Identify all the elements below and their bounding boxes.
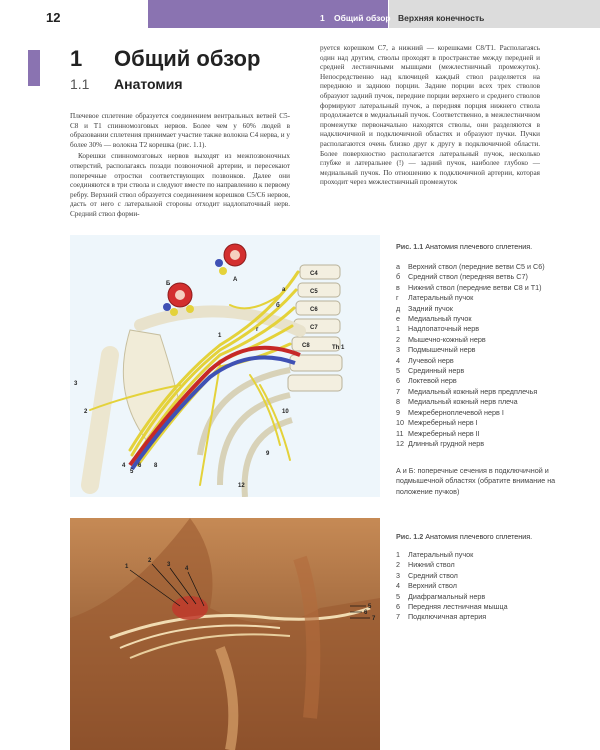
legend-item [396, 376, 592, 386]
legend-item [396, 550, 592, 560]
label-trunk-b: б [276, 303, 280, 309]
photo-label-6: 6 [364, 610, 368, 616]
legend-item [396, 612, 592, 622]
legend-key: 6 [396, 602, 400, 612]
legend-item [396, 408, 592, 418]
paragraph: руется корешком C7, а нижний — корешками C8/T1. Располагаясь один над другим, стволы проходят в пространстве между передней и средней лестничными мышцами (межлестничный промежуток). Непосредственно над ключицей каждый ствол разделяется на переднюю и заднюю порции. Задние порции всех трех стволов образуют задний пучок, передние порции верхнего и среднего стволов формируют латеральный пучок, а передняя порция нижнего ствола продолжается в медиальный пучок. Соответственно, в межлестничном промежутке первоначально находятся стволы, они разделяются в надключичной и подключичной областях и образуют пучки. Пучки располагаются очень близко друг к другу в подключичной области. Более поверхностно располагается латеральный пучок, несколько глубже и латеральнее (!) — задний пучок, наиболее глубоко — медиальный пучок. По отношению к подключичной артерии, которая проходит через межлестничный промежуток [320, 44, 540, 187]
label-a: А [233, 277, 238, 283]
legend-text: Подключичная артерия [408, 612, 487, 622]
photo-label-1: 1 [125, 564, 129, 570]
legend-item [396, 324, 592, 334]
label-3: 3 [74, 381, 78, 387]
photo-label-5: 5 [368, 604, 372, 610]
legend-text: Верхний ствол (передние ветви C5 и C6) [408, 262, 545, 271]
legend-key: д [396, 303, 401, 313]
legend-item [396, 345, 592, 355]
cadaver-dissection-photo [70, 518, 380, 750]
legend-text: Межреберный нерв I [408, 418, 478, 428]
legend-item [396, 366, 592, 376]
page-number: 12 [46, 10, 61, 25]
figure-1-1-note: А и Б: поперечные сечения в подключичной и подмышечной областях (обратите внимание на положение пучков) [396, 466, 556, 496]
label-c4: C4 [310, 271, 318, 277]
section-number: 1.1 [70, 76, 90, 92]
legend-key: б [396, 272, 401, 282]
label-c5: C5 [310, 289, 318, 295]
legend-item [396, 560, 592, 570]
header-chapter-title: Общий обзор [334, 13, 391, 23]
rib-cage [200, 370, 292, 497]
label-8: 8 [154, 463, 158, 469]
legend-item [396, 356, 592, 366]
legend-item [396, 272, 592, 282]
legend-text: Лучевой нерв [408, 355, 454, 365]
legend-key: г [396, 293, 399, 303]
legend-text: Длинный грудной нерв [408, 438, 485, 448]
label-5: 5 [130, 469, 134, 475]
label-cord-g: г [256, 327, 259, 333]
legend-text: Передняя лестничная мышца [408, 602, 508, 612]
legend-key: 1 [396, 324, 400, 334]
legend-text: Нижний ствол [408, 560, 455, 570]
paragraph: Корешки спинномозговых нервов выходят из межпозвоночных отверстий, располагаясь позади позвоночной артерии, и пересекают поперечные отростки соответствующих позвонков. Далее они соединяются в три ствола и следуют вместе по направлению к первому ребру. Верхний ствол образуется соединением корешков C5/C6 нервов, дасть от него с латеральной стороны отходит надлопаточный нерв. Средний ствол форми- [70, 152, 290, 218]
legend-item [396, 283, 592, 293]
label-12: 12 [238, 483, 245, 489]
legend-text: Надлопаточный нерв [408, 324, 480, 334]
figure-1-2-caption-label: Рис. 1.2 [396, 532, 424, 541]
photo-label-7: 7 [372, 616, 376, 622]
figure-1-2-caption [396, 532, 592, 541]
figure-1-1-caption-label: Рис. 1.1 [396, 242, 424, 251]
legend-text: Медиальный кожный нерв плеча [408, 397, 518, 407]
cross-section-a [215, 244, 246, 275]
brachial-plexus-drawing [70, 235, 380, 497]
chapter-title: Общий обзор [114, 46, 261, 71]
header-section-name: Верхняя конечность [398, 13, 485, 23]
legend-key: 9 [396, 407, 400, 417]
legend-key: 4 [396, 355, 400, 365]
legend-text: Латеральный пучок [408, 293, 474, 303]
legend-text: Верхний ствол [408, 581, 457, 591]
figure-1-2-photo [70, 518, 380, 750]
section-title: Анатомия [114, 76, 183, 92]
legend-key: 11 [396, 428, 404, 438]
legend-key: 1 [396, 550, 400, 559]
legend-text: Латеральный пучок [408, 550, 474, 559]
label-9: 9 [266, 451, 270, 457]
legend-key: а [396, 262, 400, 271]
label-2: 2 [84, 409, 88, 415]
legend-text: Задний пучок [408, 303, 453, 313]
figure-1-2-legend [396, 550, 592, 623]
paragraph: Плечевое сплетение образуется соединением вентральных ветвей C5-C8 и T1 спинномозговых нервов. Более чем у 60% людей в образовании сплетения принимает участие также волокна C4 нерва, и у более 30% — волокна T2 корешка (рис. 1.1). [70, 112, 290, 149]
legend-item [396, 335, 592, 345]
label-th1: Th 1 [332, 345, 345, 351]
body-column-1 [70, 112, 290, 222]
label-6: 6 [138, 463, 142, 469]
figure-1-1-caption-title: Анатомия плечевого сплетения. [425, 242, 533, 251]
legend-text: Межреберный нерв II [408, 428, 480, 438]
legend-item [396, 314, 592, 324]
legend-item [396, 262, 592, 272]
label-c8: C8 [302, 343, 310, 349]
legend-text: Локтевой нерв [408, 376, 457, 386]
legend-key: 2 [396, 334, 400, 344]
legend-item [396, 418, 592, 428]
legend-text: Медиальный кожный нерв предплечья [408, 386, 538, 396]
legend-key: 12 [396, 438, 404, 448]
legend-text: Срединный нерв [408, 366, 465, 376]
legend-text: Средний ствол (передняя ветвь C7) [408, 272, 528, 282]
label-10: 10 [282, 409, 289, 415]
legend-key: 4 [396, 581, 400, 591]
label-c7: C7 [310, 325, 318, 331]
legend-text: Нижний ствол (передние ветви C8 и T1) [408, 282, 542, 292]
photo-label-4: 4 [185, 566, 189, 572]
figure-1-1-legend [396, 262, 592, 449]
legend-key: в [396, 282, 400, 292]
legend-item [396, 592, 592, 602]
legend-text: Средний ствол [408, 570, 458, 580]
legend-key: 7 [396, 612, 400, 622]
legend-item [396, 602, 592, 612]
legend-text: Межреберноплечевой нерв I [408, 407, 504, 417]
legend-item [396, 293, 592, 303]
label-c6: C6 [310, 307, 318, 313]
label-trunk-a: а [282, 287, 286, 293]
photo-label-2: 2 [148, 558, 152, 564]
legend-item [396, 397, 592, 407]
legend-key: 8 [396, 397, 400, 407]
legend-text: Медиальный пучок [408, 314, 472, 324]
legend-item [396, 581, 592, 591]
label-1: 1 [218, 333, 222, 339]
legend-item [396, 439, 592, 449]
legend-key: 10 [396, 418, 404, 428]
legend-text: Диафрагмальный нерв [408, 591, 486, 601]
figure-1-2-caption-title: Анатомия плечевого сплетения. [425, 532, 533, 541]
figure-1-1-caption [396, 242, 592, 251]
photo-label-3: 3 [167, 562, 171, 568]
legend-key: 3 [396, 345, 400, 355]
figure-1-1-illustration [70, 235, 380, 497]
chapter-side-marker [28, 50, 40, 86]
label-4: 4 [122, 463, 126, 469]
body-column-2 [320, 44, 540, 190]
legend-key: 2 [396, 560, 400, 570]
legend-item [396, 387, 592, 397]
legend-item [396, 571, 592, 581]
chapter-number: 1 [70, 46, 83, 71]
header-chapter-number: 1 [320, 13, 325, 23]
legend-key: 7 [396, 386, 400, 396]
legend-item [396, 304, 592, 314]
humerus [90, 355, 110, 485]
legend-key: 5 [396, 591, 400, 601]
legend-key: е [396, 314, 400, 324]
legend-item [396, 429, 592, 439]
legend-text: Подмышечный нерв [408, 345, 476, 355]
legend-key: 3 [396, 570, 400, 580]
legend-key: 5 [396, 366, 400, 376]
label-b: Б [166, 281, 171, 287]
legend-text: Мышечно-кожный нерв [408, 334, 486, 344]
legend-key: 6 [396, 376, 400, 386]
